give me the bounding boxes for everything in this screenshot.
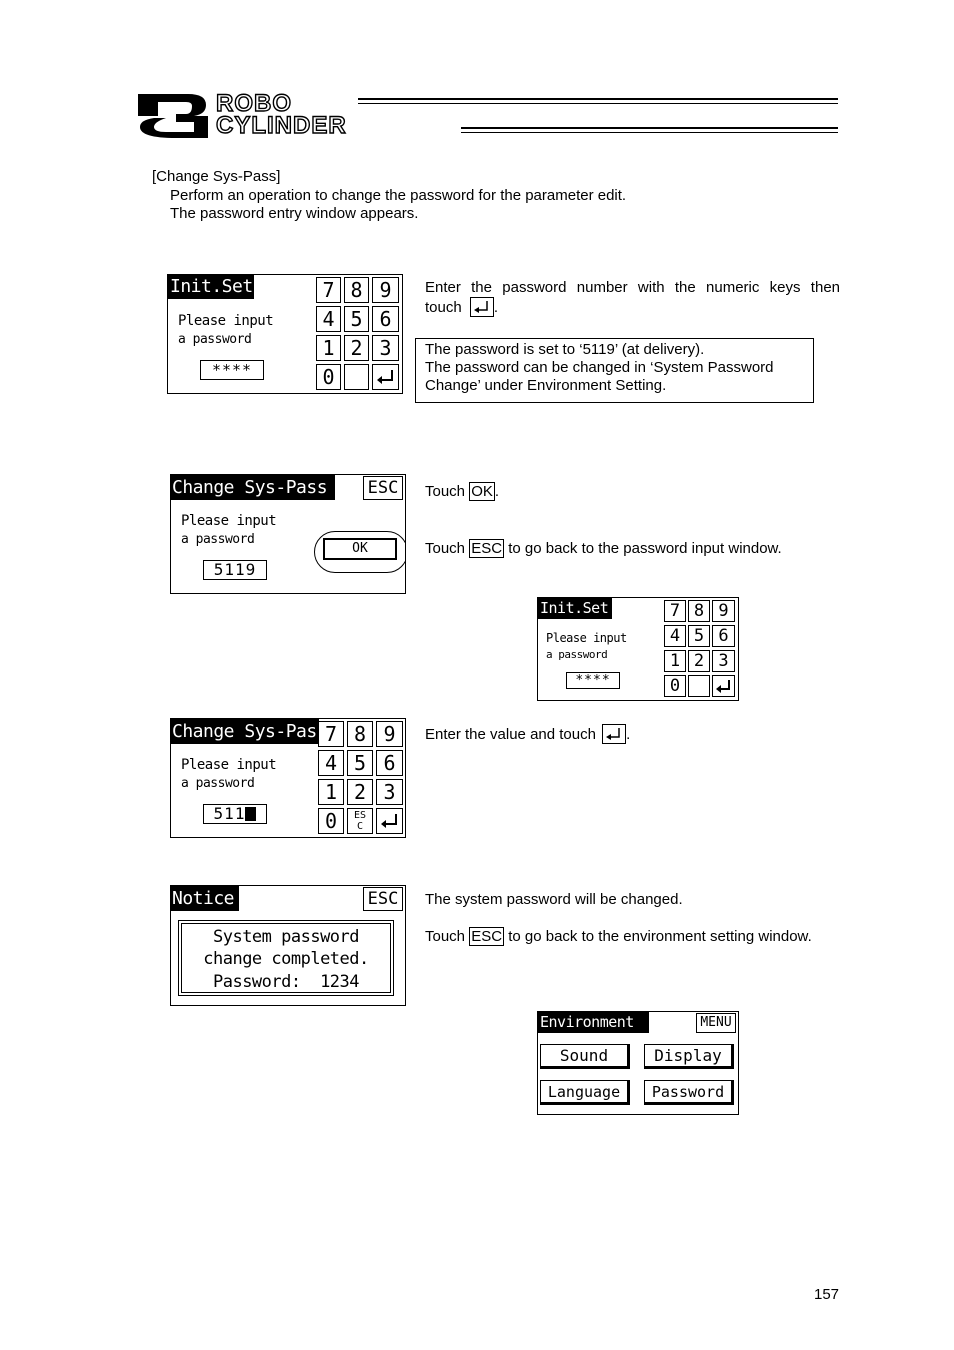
period: .	[493, 299, 499, 316]
period: .	[626, 726, 631, 743]
key-3[interactable]: 3	[372, 335, 399, 361]
prompt-line-2: a password	[546, 648, 608, 661]
prompt-line-1: Please input	[181, 513, 277, 529]
prompt-line-1: Please input	[546, 631, 627, 645]
key-4[interactable]: 4	[318, 750, 344, 776]
prompt-line-1: Please input	[178, 313, 274, 329]
prompt-line-2: a password	[181, 532, 255, 547]
screen-title: Change Sys-Pass	[171, 475, 335, 500]
password-field[interactable]	[203, 804, 267, 824]
step2-touch-esc	[425, 540, 782, 559]
key-1[interactable]: 1	[318, 779, 344, 805]
password-button[interactable]: Password	[644, 1080, 734, 1105]
period: .	[494, 483, 500, 500]
header-rule-top	[358, 98, 838, 100]
note-box	[415, 338, 814, 403]
step4-line-1: The system password will be changed.	[425, 891, 683, 908]
field-value: 511	[213, 804, 246, 823]
esc-key[interactable]: ES C	[347, 808, 373, 834]
esc-text: to go back to the password input window.	[508, 540, 782, 557]
key-5[interactable]: 5	[344, 306, 369, 332]
enter-key[interactable]	[372, 364, 399, 390]
screen-title: Change Sys-Pas	[171, 719, 319, 744]
instruction-text: Enter the value and touch	[425, 726, 596, 743]
page-number: 157	[814, 1286, 840, 1303]
key-1[interactable]: 1	[316, 335, 341, 361]
key-6[interactable]: 6	[712, 625, 735, 647]
ok-key-inline: OK	[471, 483, 493, 500]
touch-word: Touch	[425, 540, 466, 557]
esc-button[interactable]: ESC	[363, 476, 403, 500]
key-5[interactable]: 5	[688, 625, 710, 647]
step1-instruction-a: Enter the password number with the numeric keys then	[425, 279, 840, 296]
key-2[interactable]: 2	[347, 779, 373, 805]
step3-instruction	[425, 724, 630, 745]
ok-button[interactable]: OK	[323, 538, 397, 560]
prompt-line-2: a password	[178, 332, 252, 347]
screen-title: Init.Set	[170, 276, 253, 297]
notice-screen	[170, 885, 406, 1006]
enter-icon	[373, 365, 398, 389]
note-line-3: Change’ under Environment Setting.	[425, 377, 667, 394]
key-5[interactable]: 5	[347, 750, 373, 776]
screen-title: Notice	[171, 886, 239, 911]
key-8[interactable]: 8	[347, 721, 373, 747]
key-4[interactable]: 4	[664, 625, 686, 647]
password-field[interactable]: 5119	[203, 560, 267, 580]
key-2[interactable]: 2	[344, 335, 369, 361]
touch-word: touch	[425, 299, 462, 316]
header-rule-bottom	[461, 127, 838, 129]
intro-line-1: Perform an operation to change the password for the parameter edit.	[170, 187, 627, 204]
enter-icon	[713, 676, 734, 696]
esc-key-inline: ESC	[471, 928, 503, 945]
key-8[interactable]: 8	[344, 277, 369, 303]
esc-text: to go back to the environment setting window.	[508, 928, 812, 945]
init-set-screen-small	[537, 597, 739, 701]
key-0[interactable]: 0	[664, 675, 686, 697]
key-7[interactable]: 7	[318, 721, 344, 747]
logo-text-robo: ROBO	[216, 90, 292, 117]
prompt-line-1: Please input	[181, 757, 277, 773]
environment-screen	[537, 1011, 739, 1115]
key-9[interactable]: 9	[376, 721, 403, 747]
key-8[interactable]: 8	[688, 600, 710, 622]
enter-icon	[471, 298, 493, 316]
change-sys-pass-entry-screen	[170, 718, 406, 838]
sound-button[interactable]: Sound	[540, 1044, 630, 1069]
cursor-block	[245, 807, 256, 821]
change-sys-pass-screen	[170, 474, 406, 594]
display-button[interactable]: Display	[644, 1044, 734, 1069]
key-blank[interactable]	[344, 364, 369, 390]
step2-touch-ok	[425, 483, 499, 502]
note-line-2: The password can be changed in ‘System Password	[425, 359, 774, 376]
key-1[interactable]: 1	[664, 650, 686, 672]
enter-icon	[377, 809, 402, 833]
rc-logo-mark	[136, 92, 210, 140]
section-heading: [Change Sys-Pass]	[152, 168, 281, 185]
esc-button[interactable]: ESC	[363, 887, 403, 911]
key-9[interactable]: 9	[372, 277, 399, 303]
esc-key-inline: ESC	[471, 540, 503, 557]
key-6[interactable]: 6	[372, 306, 399, 332]
language-button[interactable]: Language	[540, 1080, 630, 1105]
enter-key-inline	[602, 724, 626, 744]
password-field[interactable]: ****	[566, 672, 620, 689]
prompt-line-2: a password	[181, 776, 255, 791]
touch-word: Touch	[425, 483, 466, 500]
enter-key[interactable]	[376, 808, 403, 834]
key-blank[interactable]	[688, 675, 710, 697]
enter-icon	[603, 725, 625, 743]
key-6[interactable]: 6	[376, 750, 403, 776]
message-line-2: change completed.	[203, 949, 369, 969]
touch-word: Touch	[425, 928, 466, 945]
enter-key-inline	[470, 297, 494, 317]
key-0[interactable]: 0	[316, 364, 341, 390]
key-9[interactable]: 9	[712, 600, 735, 622]
message-line-1: System password	[212, 927, 360, 947]
key-7[interactable]: 7	[664, 600, 686, 622]
key-3[interactable]: 3	[376, 779, 403, 805]
password-field[interactable]: ****	[200, 360, 264, 380]
screen-title: Environment	[538, 1012, 649, 1033]
key-3[interactable]: 3	[712, 650, 735, 672]
key-4[interactable]: 4	[316, 306, 341, 332]
logo	[136, 92, 846, 140]
menu-button[interactable]: MENU	[696, 1013, 736, 1033]
note-line-1: The password is set to ‘5119’ (at delivery).	[425, 341, 705, 358]
logo-text-cylinder: CYLINDER	[216, 112, 347, 139]
key-0[interactable]: 0	[318, 808, 344, 834]
init-set-screen	[167, 274, 403, 394]
enter-key[interactable]	[712, 675, 735, 697]
key-7[interactable]: 7	[316, 277, 341, 303]
key-2[interactable]: 2	[688, 650, 710, 672]
message-line-3: Password: 1234	[212, 972, 360, 992]
notice-message-box	[178, 920, 394, 996]
header-rule-bottom-thin	[461, 132, 838, 133]
screen-title: Init.Set	[538, 598, 612, 619]
header-rule-top-thin	[358, 103, 838, 104]
intro-line-2: The password entry window appears.	[170, 205, 419, 222]
step4-touch-esc	[425, 928, 812, 947]
step1-instruction-b	[425, 297, 498, 318]
